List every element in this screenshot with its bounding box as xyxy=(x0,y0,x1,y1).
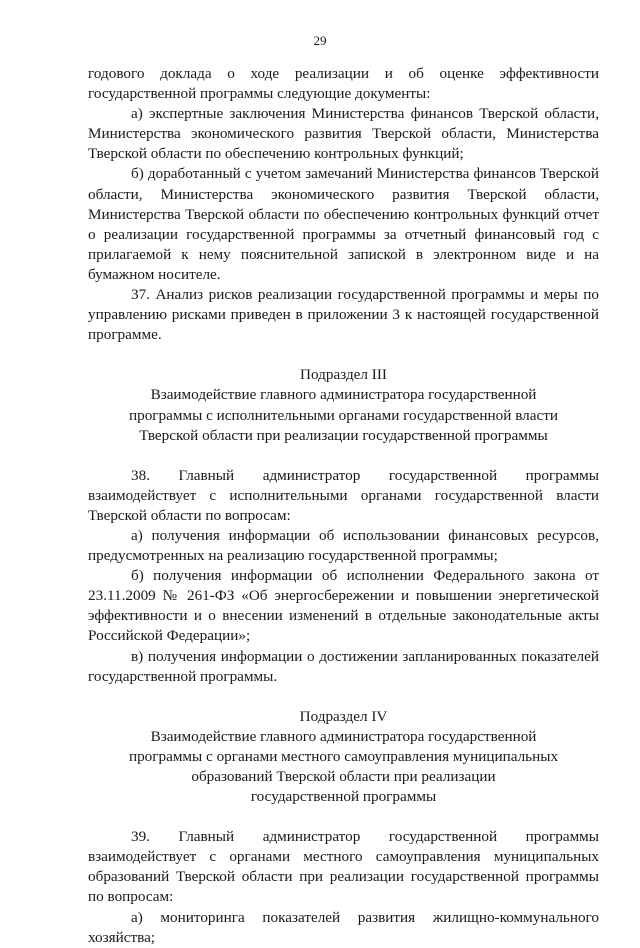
spacer xyxy=(88,345,599,365)
paragraph-continuation: годового доклада о ходе реализации и об оценке эффективности государственной программы следующие документы: xyxy=(88,65,599,103)
subsection-4-heading xyxy=(88,707,599,807)
subsection-4-title-line: программы с органами местного самоуправления муниципальных xyxy=(128,747,559,765)
paragraph-item-a: а) экспертные заключения Министерства финансов Тверской области, Министерства экономического развития Тверской области, Министерства Тверской области по обеспечению контрольных функций; xyxy=(88,105,599,163)
subsection-3-heading xyxy=(88,365,599,445)
document-body xyxy=(88,64,599,948)
subsection-3-title-line: программы с исполнительными органами государственной власти xyxy=(128,406,558,424)
paragraph-38-c: в) получения информации о достижении запланированных показателей государственной программы. xyxy=(88,647,599,685)
subsection-4-title-line: образований Тверской области при реализации xyxy=(191,768,496,785)
paragraph-38: 38. Главный администратор государственной программы взаимодействует с исполнительными органами государственной власти Тверской области по вопросам: xyxy=(88,466,599,524)
spacer xyxy=(88,807,599,827)
subsection-4-title-line: государственной программы xyxy=(250,788,437,806)
subsection-3-label: Подраздел III xyxy=(300,366,387,384)
paragraph-item-b: б) доработанный с учетом замечаний Министерства финансов Тверской области, Министерства экономического развития Тверской области, Министерства Тверской области по обеспечению контрольных функций отчет о реализации государственной программы за отчетный финансовый год с прилагаемой к нему пояснительной запиской в электронном виде и на бумажном носителе. xyxy=(88,165,599,283)
paragraph-38-b: б) получения информации об исполнении Федерального закона от 23.11.2009 № 261-ФЗ «Об энергосбережении и повышении энергетической эффективности и о внесении изменений в отдельные законодательные акты Российской Федерации»; xyxy=(88,567,599,645)
spacer xyxy=(88,687,599,707)
subsection-3-title-line: Взаимодействие главного администратора государственной xyxy=(150,386,537,404)
page-number: 29 xyxy=(313,33,327,48)
subsection-4-title-line: Взаимодействие главного администратора государственной xyxy=(150,727,537,745)
subsection-3-title-line: Тверской области при реализации государственной программы xyxy=(139,426,548,444)
paragraph-38-a: а) получения информации об использовании финансовых ресурсов, предусмотренных на реализацию государственной программы; xyxy=(88,526,599,565)
paragraph-37: 37. Анализ рисков реализации государственной программы и меры по управлению рисками приведен в приложении 3 к настоящей государственной программе. xyxy=(88,286,599,344)
spacer xyxy=(88,446,599,466)
paragraph-39: 39. Главный администратор государственной программы взаимодействует с органами местного самоуправления муниципальных образований Тверской области при реализации государственной программы по вопросам: xyxy=(88,828,599,906)
paragraph-39-a: а) мониторинга показателей развития жилищно-коммунального хозяйства; xyxy=(88,908,599,946)
subsection-4-label: Подраздел IV xyxy=(299,707,388,725)
